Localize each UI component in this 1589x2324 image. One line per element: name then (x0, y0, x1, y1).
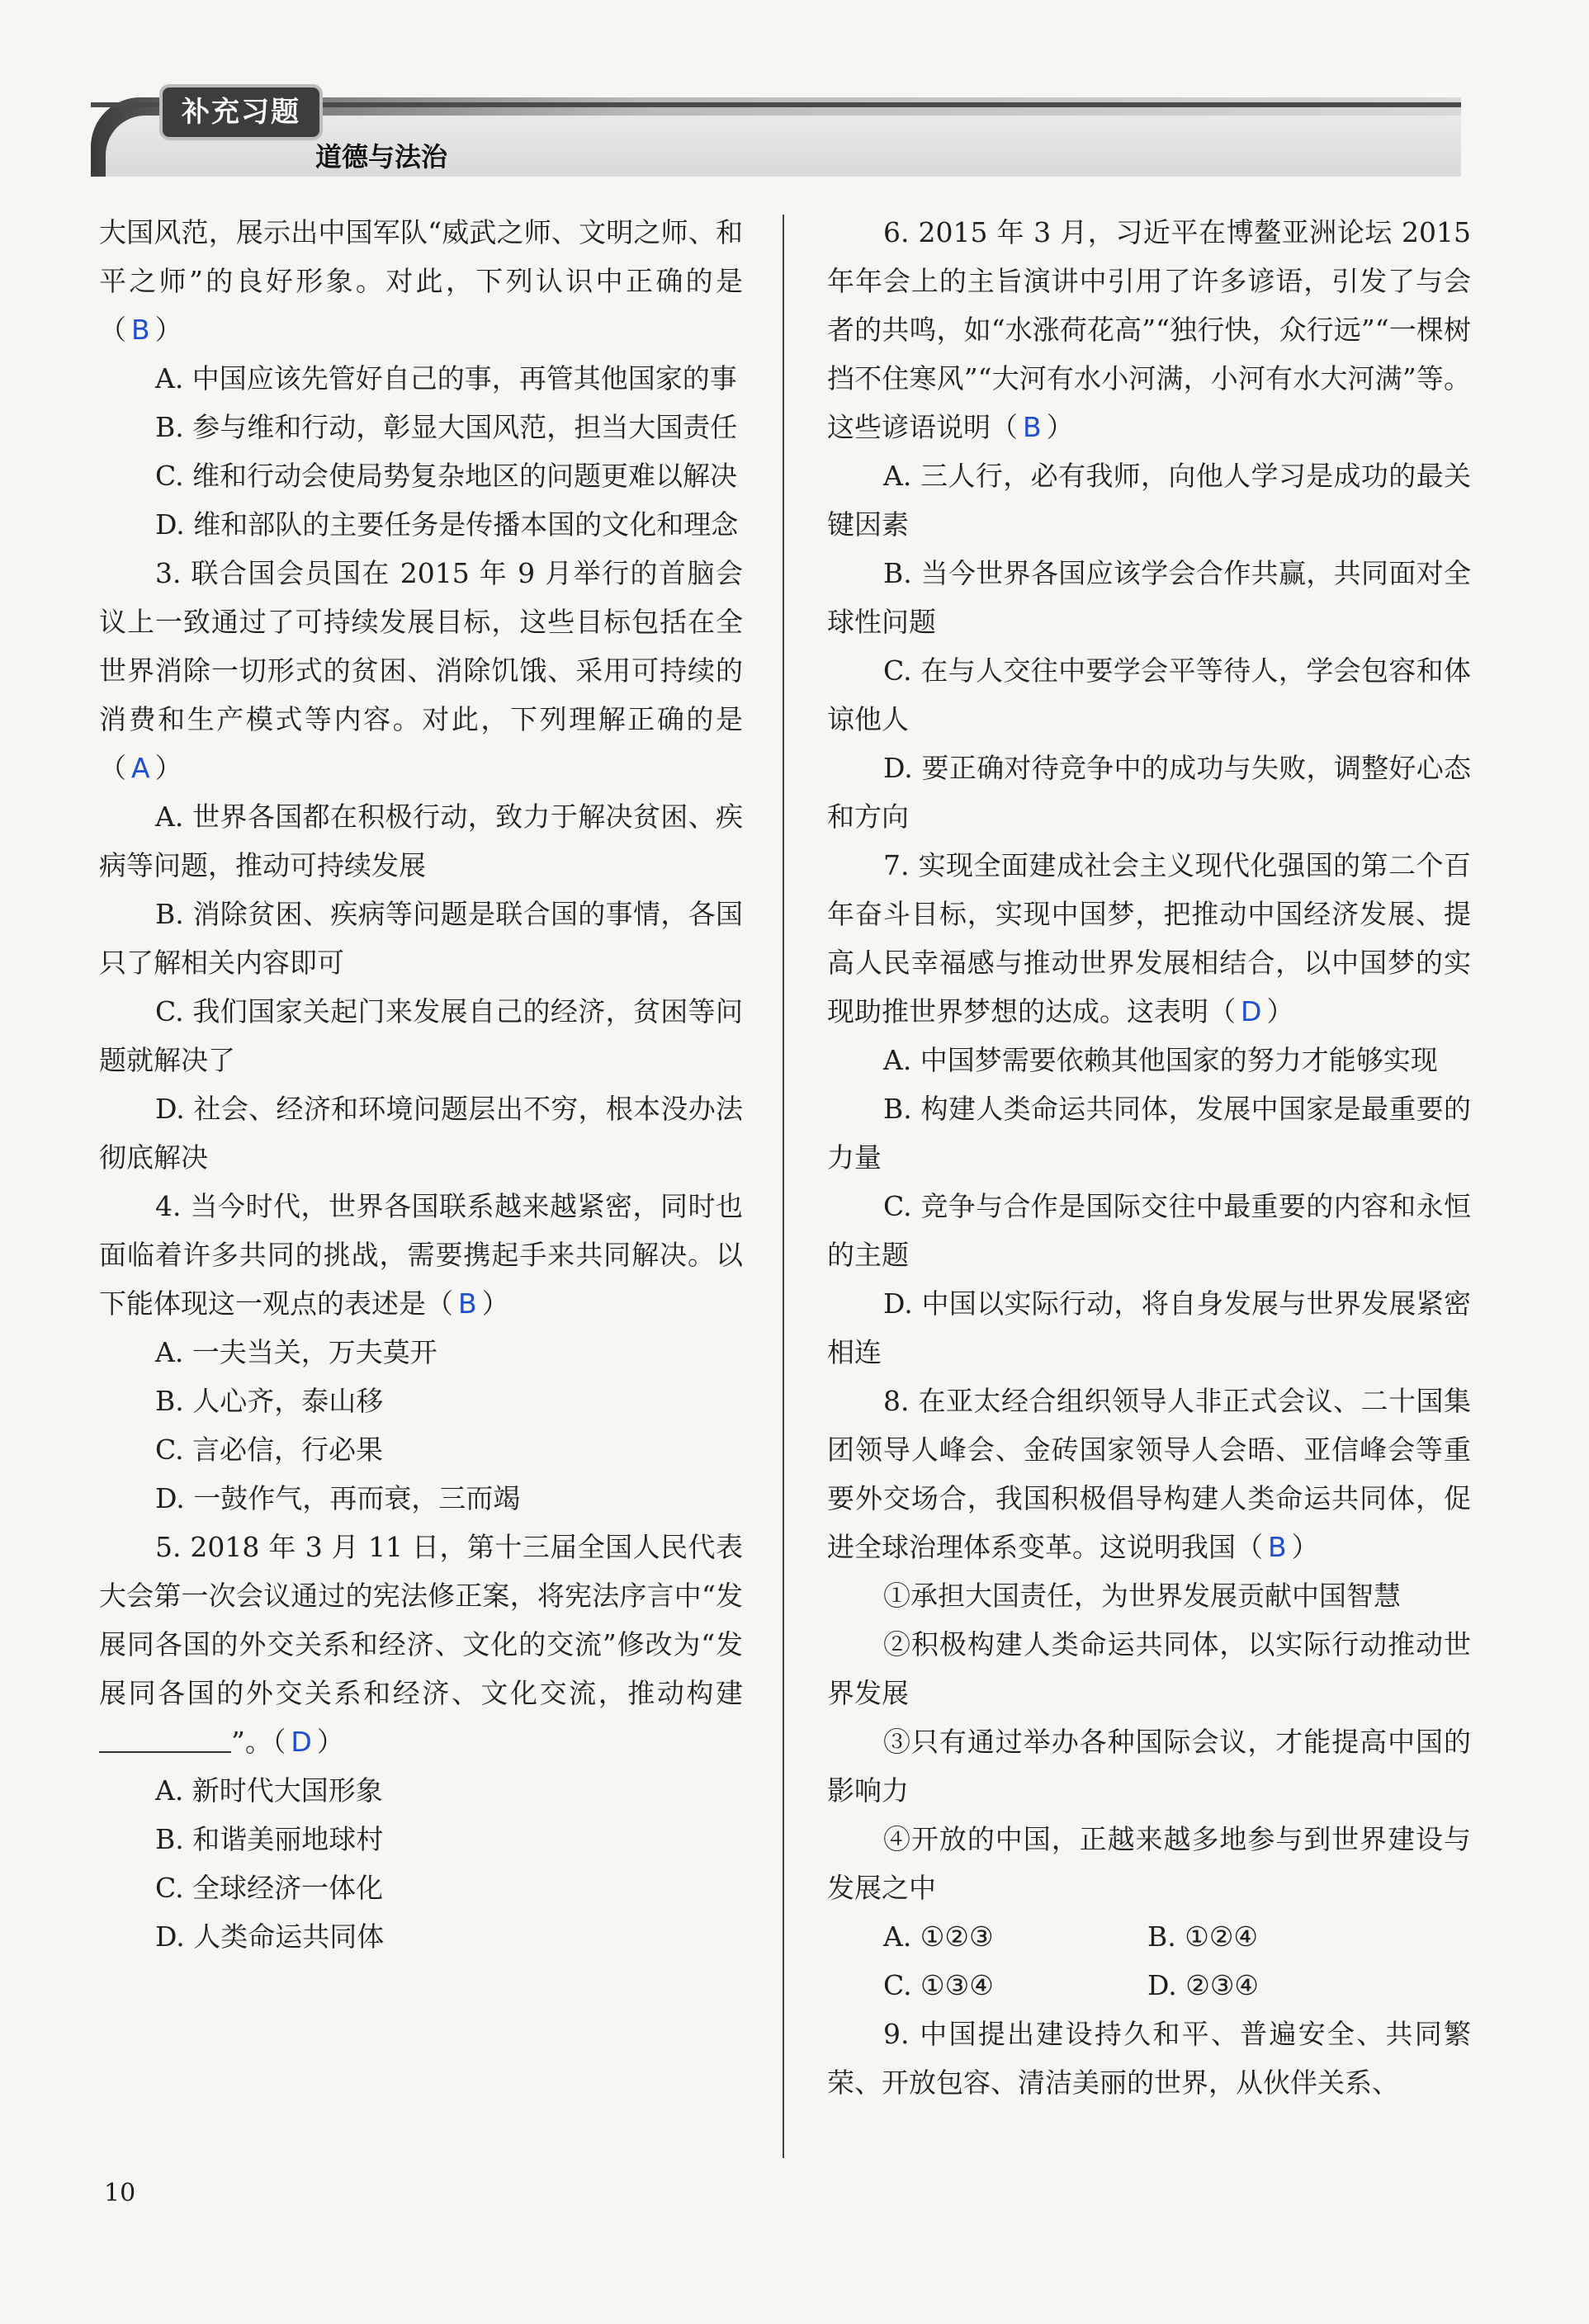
option-text: A. ①②③ (883, 1920, 994, 1953)
statement-text: ①承担大国责任，为世界发展贡献中国智慧 (883, 1580, 1401, 1612)
answer-mark: B (1023, 411, 1042, 443)
fill-blank (99, 1725, 231, 1753)
question-2-continued: 大国风范，展示出中国军队“威武之师、文明之师、和平之师”的良好形象。对此，下列认识中正确的是（ B ） (99, 216, 743, 346)
question-3: 3. 联合国会员国在 2015 年 9 月举行的首脑会议上一致通过了可持续发展目标，这些目标包括在全世界消除一切形式的贫困、消除饥饿、采用可持续的消费和生产模式等内容。对此，下列理解正确的是（ A ） (99, 557, 743, 784)
column-divider (783, 215, 784, 2158)
question-6: 6. 2015 年 3 月，习近平在博鳌亚洲论坛 2015 年年会上的主旨演讲中引用了许多谚语，引发了与会者的共鸣，如“水涨荷花高”“独行快，众行远”“一棵树挡不住寒风”“大河有水小河满，小河有水大河满”等。这些谚语说明（ B ） (827, 216, 1471, 443)
left-column (99, 208, 743, 1961)
question-7: 7. 实现全面建成社会主义现代化强国的第二个百年奋斗目标，实现中国梦，把推动中国经济发展、提高人民幸福感与推动世界发展相结合，以中国梦的实现助推世界梦想的达成。这表明（ D ） (827, 849, 1471, 1027)
option-text: A. 中国应该先管好自己的事，再管其他国家的事 (155, 362, 737, 394)
option-text: B. ①②④ (1147, 1920, 1258, 1953)
answer-mark: D (291, 1726, 312, 1758)
option-text: B. 当今世界各国应该学会合作共赢，共同面对全球性问题 (827, 557, 1471, 638)
question-4: 4. 当今时代，世界各国联系越来越紧密，同时也面临着许多共同的挑战，需要携起手来共同解决。以下能体现这一观点的表述是（ B ） (99, 1190, 743, 1320)
statement-text: ④开放的中国，正越来越多地参与到世界建设与发展之中 (827, 1823, 1471, 1904)
option-text: C. 全球经济一体化 (155, 1872, 384, 1904)
option-text: D. 一鼓作气，再而衰，三而竭 (155, 1482, 521, 1514)
option-text: D. 维和部队的主要任务是传播本国的文化和理念 (155, 508, 739, 541)
answer-mark: B (458, 1287, 477, 1320)
option-text: B. 构建人类命运共同体，发展中国家是最重要的力量 (827, 1093, 1471, 1174)
option-text: A. 中国梦需要依赖其他国家的努力才能够实现 (883, 1044, 1438, 1076)
option-text: D. 要正确对待竞争中的成功与失败，调整好心态和方向 (827, 752, 1471, 833)
options-row (827, 1961, 1471, 2010)
option-text: D. 中国以实际行动，将自身发展与世界发展紧密相连 (827, 1287, 1471, 1368)
option-text: D. ②③④ (1147, 1969, 1260, 2001)
question-8: 8. 在亚太经合组织领导人非正式会议、二十国集团领导人峰会、金砖国家领导人会晤、亚信峰会等重要外交场合，我国积极倡导构建人类命运共同体，促进全球治理体系变革。这说明我国（ B ） (827, 1385, 1471, 1563)
option-text: B. 消除贫困、疾病等问题是联合国的事情，各国只了解相关内容即可 (99, 898, 743, 979)
answer-mark: B (1268, 1531, 1287, 1563)
answer-mark: B (131, 314, 150, 346)
option-text: C. ①③④ (883, 1969, 994, 2001)
option-text: D. 社会、经济和环境问题层出不穷，根本没办法彻底解决 (99, 1093, 743, 1174)
statement-text: ③只有通过举办各种国际会议，才能提高中国的影响力 (827, 1726, 1471, 1807)
question-9: 9. 中国提出建设持久和平、普遍安全、共同繁荣、开放包容、清洁美丽的世界，从伙伴关系、 (827, 2018, 1471, 2099)
options-row (827, 1912, 1471, 1961)
option-text: D. 人类命运共同体 (155, 1920, 385, 1953)
option-text: A. 世界各国都在积极行动，致力于解决贫困、疾病等问题，推动可持续发展 (99, 801, 743, 881)
option-text: C. 竞争与合作是国际交往中最重要的内容和永恒的主题 (827, 1190, 1471, 1271)
subject-title: 道德与法治 (315, 141, 448, 172)
right-column (827, 208, 1471, 2107)
option-text: B. 人心齐，泰山移 (155, 1385, 384, 1417)
option-text: A. 一夫当关，万夫莫开 (155, 1336, 437, 1368)
page-number: 10 (104, 2179, 136, 2208)
option-text: C. 维和行动会使局势复杂地区的问题更难以解决 (155, 460, 738, 492)
section-tag: 补充习题 (159, 84, 323, 140)
option-text: C. 我们国家关起门来发展自己的经济，贫困等问题就解决了 (99, 995, 743, 1076)
option-text: B. 参与维和行动，彰显大国风范，担当大国责任 (155, 411, 738, 443)
option-text: C. 在与人交往中要学会平等待人，学会包容和体谅他人 (827, 654, 1471, 735)
answer-mark: A (131, 752, 150, 784)
answer-mark: D (1241, 995, 1262, 1027)
option-text: B. 和谐美丽地球村 (155, 1823, 384, 1855)
question-5: 5. 2018 年 3 月 11 日，第十三届全国人民代表大会第一次会议通过的宪法修正案，将宪法序言中“发展同各国的外交关系和经济、文化的交流”修改为“发展同各国的外交关系和经济、文化交流，推动构建”。（ D ） (99, 1531, 743, 1758)
option-text: A. 三人行，必有我师，向他人学习是成功的最关键因素 (827, 460, 1471, 541)
statement-text: ②积极构建人类命运共同体，以实际行动推动世界发展 (827, 1628, 1471, 1709)
option-text: C. 言必信，行必果 (155, 1434, 384, 1466)
option-text: A. 新时代大国形象 (155, 1774, 383, 1807)
